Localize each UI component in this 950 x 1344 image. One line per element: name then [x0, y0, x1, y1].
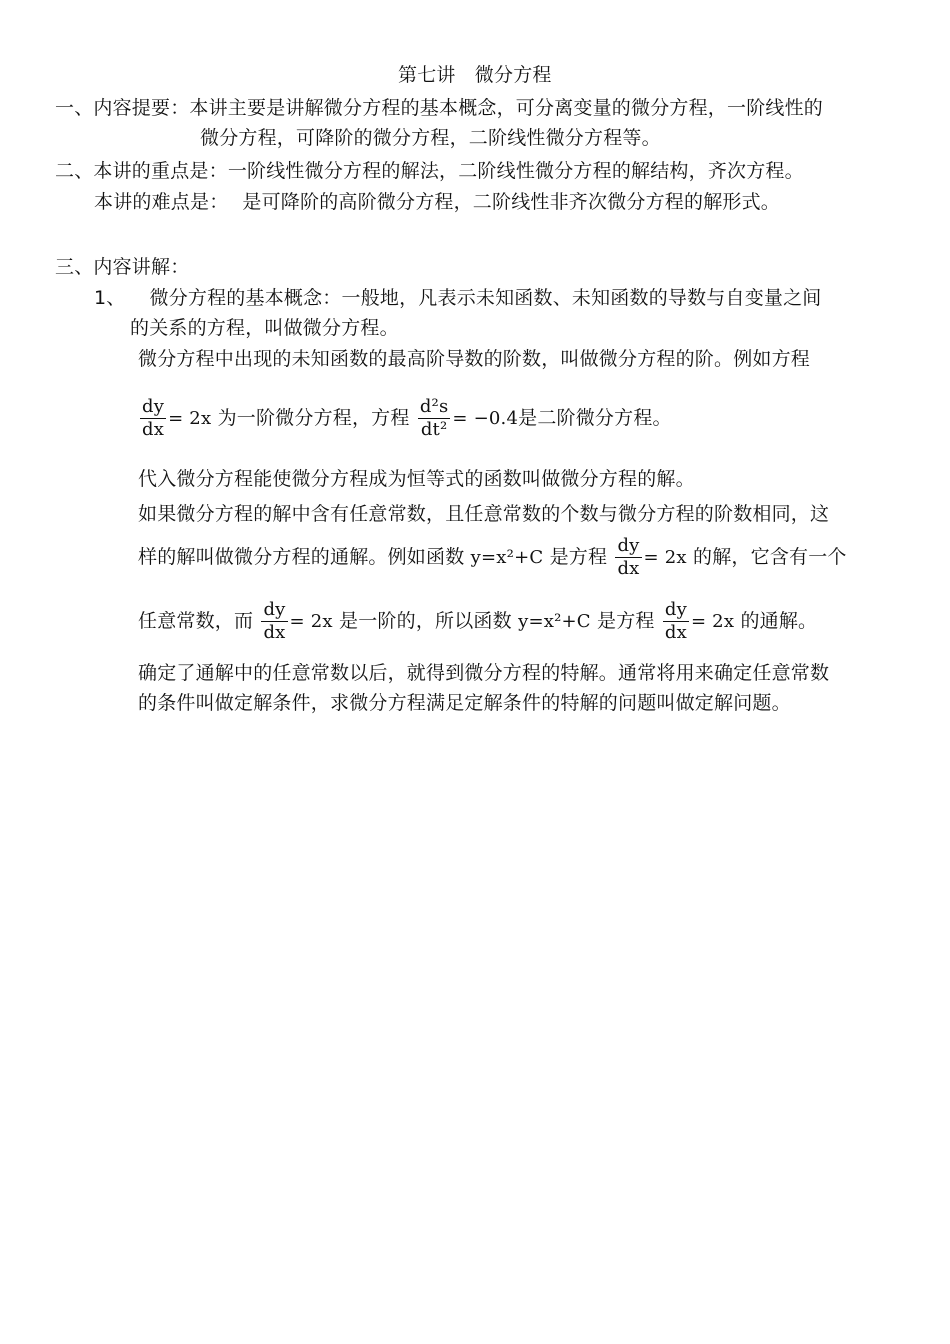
para-particular-line2: 的条件叫做定解条件，求微分方程满足定解条件的特解的问题叫做定解问题。 — [138, 692, 791, 714]
para-general-line2 — [138, 532, 847, 583]
item1-line1 — [94, 285, 822, 311]
general-text-3a: 任意常数，而 — [138, 610, 254, 632]
para-solution: 代入微分方程能使微分方程成为恒等式的函数叫做微分方程的解。 — [138, 468, 695, 490]
difficulty-label: 本讲的难点是： — [94, 191, 229, 213]
eq3-rhs: = 2x — [643, 547, 687, 568]
general-text-2a: 样的解叫做微分方程的通解。例如函数 — [138, 546, 465, 568]
item1-number: 1、 — [94, 287, 126, 309]
section2-label: 二、本讲的重点是： — [55, 160, 228, 182]
eq2-text: 是二阶微分方程。 — [518, 407, 672, 429]
item1-text-line1: 微分方程的基本概念：一般地，凡表示未知函数、未知函数的导数与自变量之间 — [149, 287, 822, 309]
eq4-rhs: = 2x — [289, 611, 333, 632]
section1-label: 一、内容提要： — [55, 97, 190, 119]
section2-text: 一阶线性微分方程的解法，二阶线性微分方程的解结构，齐次方程。 — [227, 160, 804, 182]
section2-line1 — [55, 158, 804, 184]
para-general-line3 — [138, 596, 817, 647]
fraction-d2s-dt2: $\frac{\text{d²s}}{\text{dt²}}$ — [419, 396, 449, 440]
section1-text-line1: 本讲主要是讲解微分方程的基本概念，可分离变量的微分方程，一阶线性的 — [189, 97, 824, 119]
general-text-2b: 是方程 — [549, 546, 608, 568]
general-text-3d: 的通解。 — [740, 610, 818, 632]
fraction-dy-dx-1: $\frac{dy}{dx}$ — [142, 396, 165, 440]
para-particular-line1: 确定了通解中的任意常数以后，就得到微分方程的特解。通常将用来确定任意常数 — [138, 662, 830, 684]
section1-line2: 微分方程，可降阶的微分方程，二阶线性微分方程等。 — [200, 127, 661, 149]
eq2-rhs: = −0.4 — [452, 408, 519, 429]
fraction-dy-dx-3: $\frac{dy}{dx}$ — [617, 535, 640, 579]
equation-line-1 — [138, 393, 672, 444]
page-title: 第七讲 微分方程 — [398, 64, 552, 86]
fraction-dy-dx-5: $\frac{dy}{dx}$ — [664, 599, 687, 643]
function-expression: y=x²+C — [470, 547, 544, 568]
para-general-line1: 如果微分方程的解中含有任意常数，且任意常数的个数与微分方程的阶数相同，这 — [138, 503, 830, 525]
fraction-dy-dx-4: $\frac{dy}{dx}$ — [263, 599, 286, 643]
section2-difficulty — [94, 189, 780, 215]
section1-line1 — [55, 95, 823, 121]
eq1-rhs: = 2x — [168, 408, 212, 429]
eq1-text: 为一阶微分方程，方程 — [217, 407, 410, 429]
function-expression-2: y=x²+C — [518, 611, 591, 632]
general-text-3c: 是方程 — [597, 610, 655, 632]
eq5-rhs: = 2x — [690, 611, 735, 632]
section3-label: 三、内容讲解： — [55, 256, 190, 278]
para-order: 微分方程中出现的未知函数的最高阶导数的阶数，叫做微分方程的阶。例如方程 — [138, 348, 811, 370]
general-text-3b: 是一阶的，所以函数 — [339, 610, 512, 632]
general-text-2c: 的解，它含有一个 — [693, 546, 847, 568]
difficulty-text: 是可降阶的高阶微分方程，二阶线性非齐次微分方程的解形式。 — [242, 191, 781, 213]
item1-line2: 的关系的方程，叫做微分方程。 — [130, 317, 399, 339]
